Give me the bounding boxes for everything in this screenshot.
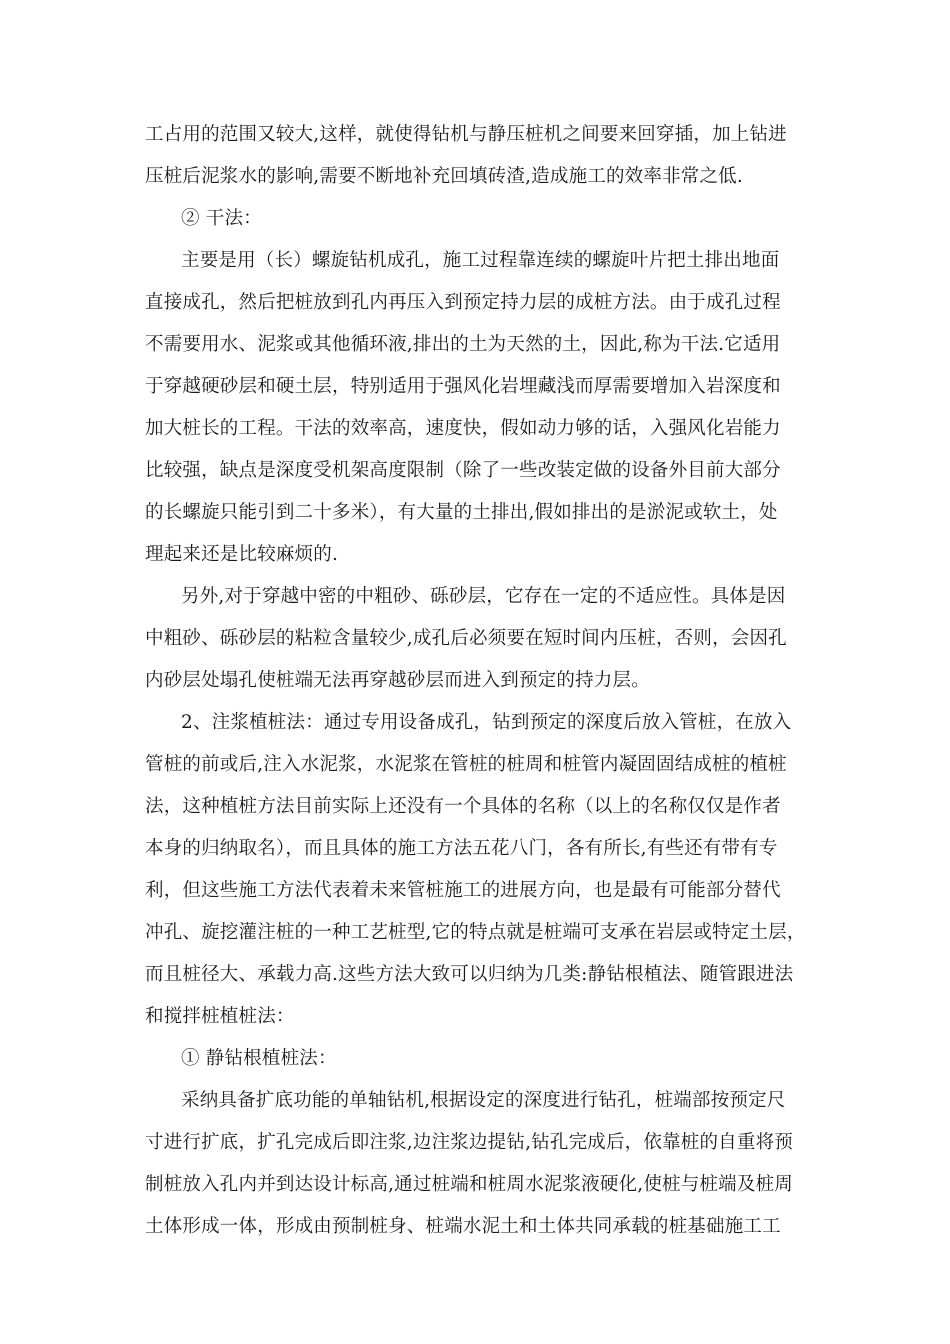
text-line: 2、注浆植桩法：通过专用设备成孔，钻到预定的深度后放入管桩，在放入 xyxy=(181,712,792,733)
text-line: 压桩后泥浆水的影响,需要不断地补充回填砖渣,造成施工的效率非常之低. xyxy=(145,166,743,187)
text-line: 直接成孔，然后把桩放到孔内再压入到预定持力层的成桩方法。由于成孔过程 xyxy=(145,292,781,313)
text-line: 寸进行扩底，扩孔完成后即注浆,边注浆边提钻,钻孔完成后，依靠桩的自重将预 xyxy=(145,1132,793,1153)
text-line: 和搅拌桩植桩法： xyxy=(145,1006,295,1027)
text-line: 冲孔、旋挖灌注桩的一种工艺桩型,它的特点就是桩端可支承在岩层或特定土层， xyxy=(145,922,806,943)
text-line: 管桩的前或后,注入水泥浆，水泥浆在管桩的桩周和桩管内凝固固结成桩的植桩 xyxy=(145,754,787,775)
text-line: 本身的归纳取名），而且具体的施工方法五花八门，各有所长,有些还有带有专 xyxy=(145,838,778,859)
text-line: 理起来还是比较麻烦的. xyxy=(145,544,339,565)
text-line: ① 静钻根植桩法： xyxy=(181,1048,337,1069)
text-line: 而且桩径大、承载力高.这些方法大致可以归纳为几类:静钻根植法、随管跟进法 xyxy=(145,964,794,985)
text-line: 利，但这些施工方法代表着未来管桩施工的进展方向，也是最有可能部分替代 xyxy=(145,880,781,901)
text-line: 土体形成一体，形成由预制桩身、桩端水泥土和土体共同承载的桩基础施工工 xyxy=(145,1216,781,1237)
text-line: 不需要用水、泥浆或其他循环液,排出的土为天然的土，因此,称为干法.它适用 xyxy=(145,334,781,355)
text-line: 制桩放入孔内并到达设计标高,通过桩端和桩周水泥浆液硬化,使桩与桩端及桩周 xyxy=(145,1174,793,1195)
text-line: 加大桩长的工程。干法的效率高，速度快，假如动力够的话，入强风化岩能力 xyxy=(145,418,781,439)
text-line: 比较强，缺点是深度受机架高度限制（除了一些改装定做的设备外目前大部分 xyxy=(145,460,781,481)
text-line: 于穿越硬砂层和硬土层，特别适用于强风化岩埋藏浅而厚需要增加入岩深度和 xyxy=(145,376,781,397)
text-line: 采纳具备扩底功能的单轴钻机,根据设定的深度进行钻孔，桩端部按预定尺 xyxy=(181,1090,786,1111)
text-line: 另外,对于穿越中密的中粗砂、砾砂层，它存在一定的不适应性。具体是因 xyxy=(181,586,786,607)
text-line: 的长螺旋只能引到二十多米），有大量的土排出,假如排出的是淤泥或软土，处 xyxy=(145,502,778,523)
text-line: 内砂层处塌孔使桩端无法再穿越砂层而进入到预定的持力层。 xyxy=(145,670,650,691)
text-line: 主要是用（长）螺旋钻机成孔，施工过程靠连续的螺旋叶片把土排出地面 xyxy=(181,250,780,271)
text-line: 中粗砂、砾砂层的粘粒含量较少,成孔后必须要在短时间内压桩，否则，会因孔 xyxy=(145,628,787,649)
text-line: 工占用的范围又较大,这样，就使得钻机与静压桩机之间要来回穿插，加上钻进 xyxy=(145,124,787,145)
text-line: 法，这种植桩方法目前实际上还没有一个具体的名称（以上的名称仅仅是作者 xyxy=(145,796,781,817)
text-line: ② 干法： xyxy=(181,208,262,229)
